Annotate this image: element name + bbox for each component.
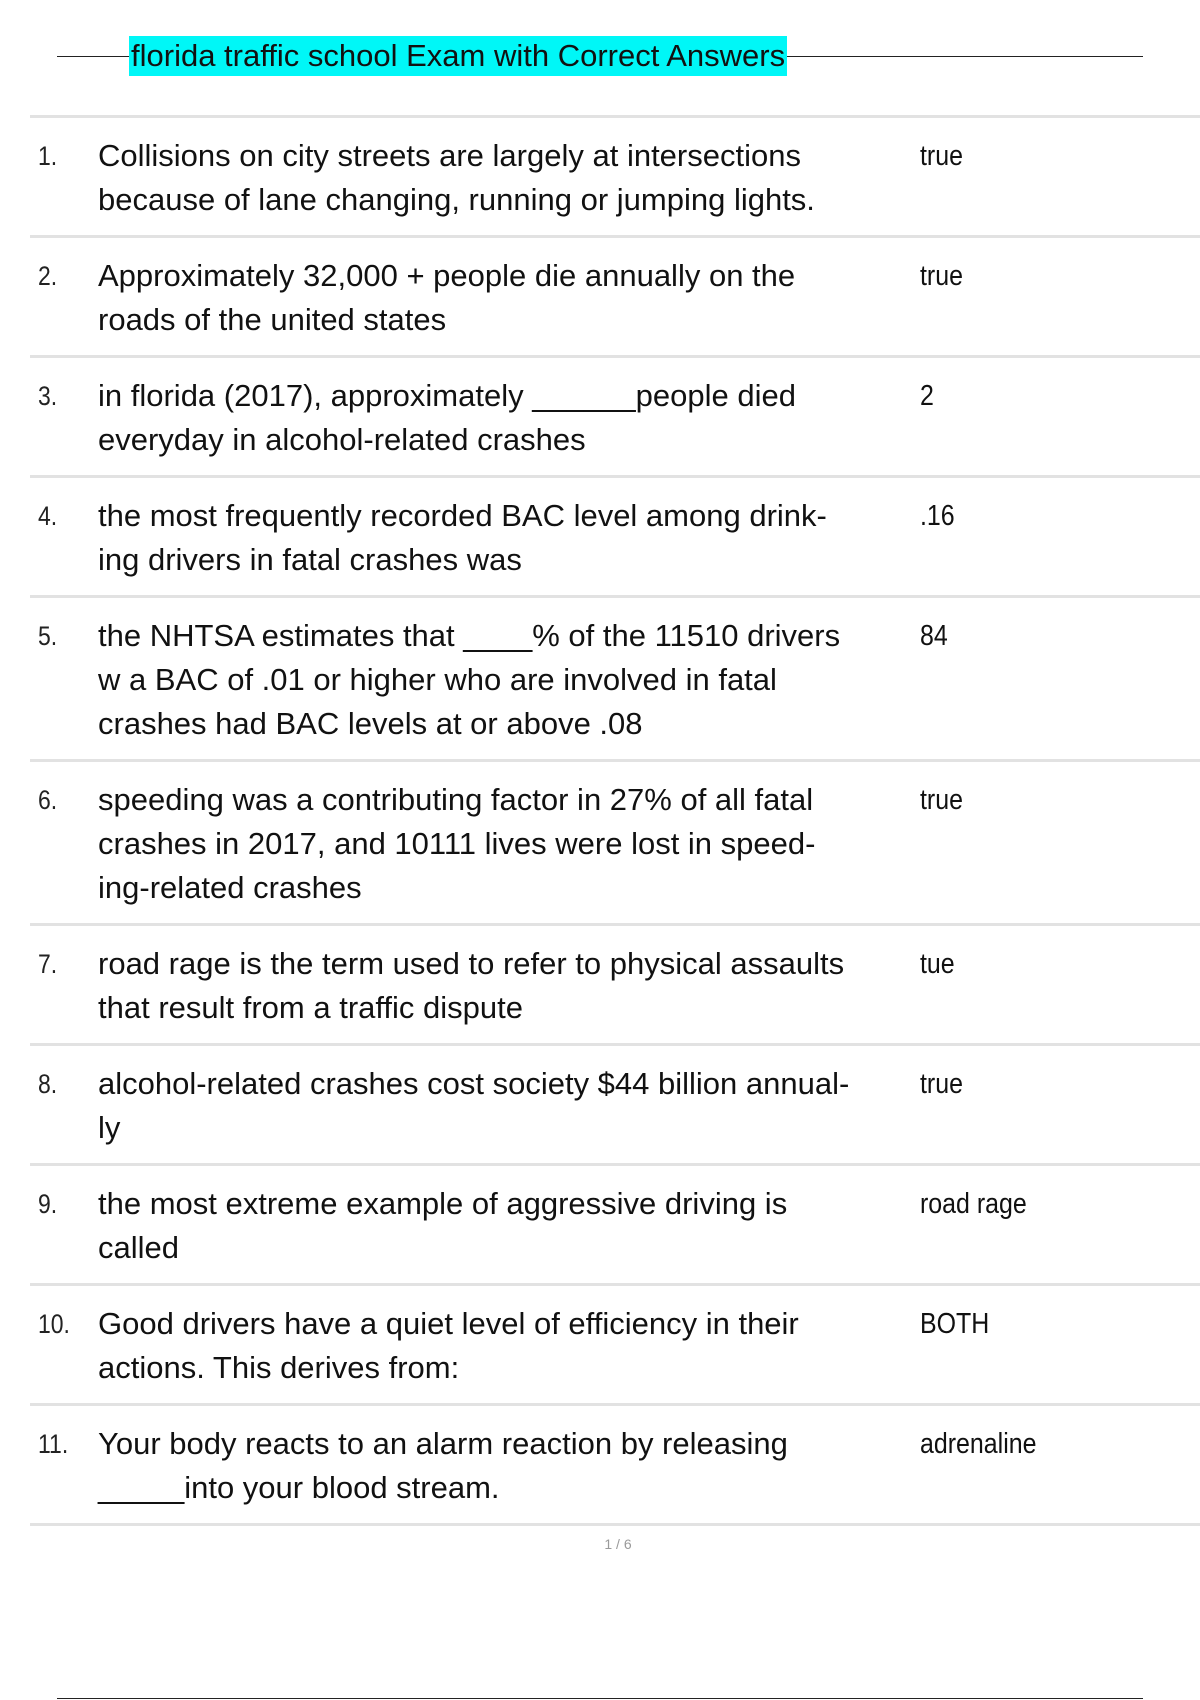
question-number: 9. xyxy=(38,1189,58,1219)
question-line: Good drivers have a quiet level of efficiency in their xyxy=(98,1306,799,1341)
question-line: speeding was a contributing factor in 27% of all fatal xyxy=(98,782,814,817)
question-number: 8. xyxy=(38,1069,58,1099)
question-text xyxy=(98,614,928,746)
page-number: 1 / 6 xyxy=(604,1536,632,1552)
question-number: 11. xyxy=(38,1429,69,1459)
question-text xyxy=(98,1062,928,1150)
answer-text: true xyxy=(920,784,963,816)
answer-text: 84 xyxy=(920,620,948,652)
question-row xyxy=(30,355,1200,475)
question-line: _____into your blood stream. xyxy=(98,1470,500,1505)
answer-text: true xyxy=(920,260,963,292)
question-line: road rage is the term used to refer to physical assaults xyxy=(98,946,845,981)
question-text xyxy=(98,1302,928,1390)
question-text xyxy=(98,1182,928,1270)
answer-text: BOTH xyxy=(920,1308,990,1340)
question-row xyxy=(30,1283,1200,1403)
question-text xyxy=(98,374,928,462)
question-number: 3. xyxy=(38,381,58,411)
question-number: 10. xyxy=(38,1309,70,1339)
footer-rule xyxy=(57,1698,1143,1699)
question-text xyxy=(98,942,928,1030)
question-line: crashes in 2017, and 10111 lives were lost in speed- xyxy=(98,826,816,861)
question-line: ly xyxy=(98,1110,121,1145)
question-row xyxy=(30,1163,1200,1283)
question-line: ing-related crashes xyxy=(98,870,362,905)
question-line: ing drivers in fatal crashes was xyxy=(98,542,522,577)
question-row xyxy=(30,115,1200,235)
question-line: called xyxy=(98,1230,179,1265)
question-line: alcohol-related crashes cost society $44 billion annual- xyxy=(98,1066,850,1101)
question-number: 4. xyxy=(38,501,58,531)
question-line: in florida (2017), approximately ______people died xyxy=(98,378,796,413)
question-line: Collisions on city streets are largely at intersections xyxy=(98,138,801,173)
question-row xyxy=(30,595,1200,759)
question-text xyxy=(98,778,928,910)
question-number: 1. xyxy=(38,141,58,171)
question-row xyxy=(30,759,1200,923)
question-line: the most frequently recorded BAC level among drink- xyxy=(98,498,827,533)
row-divider xyxy=(30,1523,1200,1526)
question-row xyxy=(30,1403,1200,1523)
question-text xyxy=(98,494,928,582)
document-title: florida traffic school Exam with Correct Answers xyxy=(129,36,787,76)
question-line: Approximately 32,000 + people die annually on the xyxy=(98,258,796,293)
question-row xyxy=(30,235,1200,355)
question-row xyxy=(30,923,1200,1043)
question-text xyxy=(98,1422,928,1510)
document-header xyxy=(57,30,1143,80)
answer-text: adrenaline xyxy=(920,1428,1037,1460)
question-line: that result from a traffic dispute xyxy=(98,990,524,1025)
question-line: roads of the united states xyxy=(98,302,447,337)
question-row xyxy=(30,1043,1200,1163)
answer-text: true xyxy=(920,140,963,172)
question-line: the NHTSA estimates that ____% of the 11510 drivers xyxy=(98,618,841,653)
answer-text: 2 xyxy=(920,380,934,412)
answer-text: .16 xyxy=(920,500,955,532)
answer-text: tue xyxy=(920,948,955,980)
question-line: w a BAC of .01 or higher who are involved in fatal xyxy=(98,662,777,697)
answer-text: true xyxy=(920,1068,963,1100)
answer-text: road rage xyxy=(920,1188,1027,1220)
question-text xyxy=(98,134,928,222)
question-list xyxy=(30,115,1200,1526)
question-number: 5. xyxy=(38,621,58,651)
question-number: 2. xyxy=(38,261,58,291)
question-line: the most extreme example of aggressive driving is xyxy=(98,1186,788,1221)
question-text xyxy=(98,254,928,342)
question-line: Your body reacts to an alarm reaction by releasing xyxy=(98,1426,788,1461)
question-row xyxy=(30,475,1200,595)
question-number: 7. xyxy=(38,949,58,979)
question-number: 6. xyxy=(38,785,58,815)
question-line: crashes had BAC levels at or above .08 xyxy=(98,706,643,741)
question-line: actions. This derives from: xyxy=(98,1350,460,1385)
question-line: everyday in alcohol-related crashes xyxy=(98,422,586,457)
question-line: because of lane changing, running or jumping lights. xyxy=(98,182,815,217)
